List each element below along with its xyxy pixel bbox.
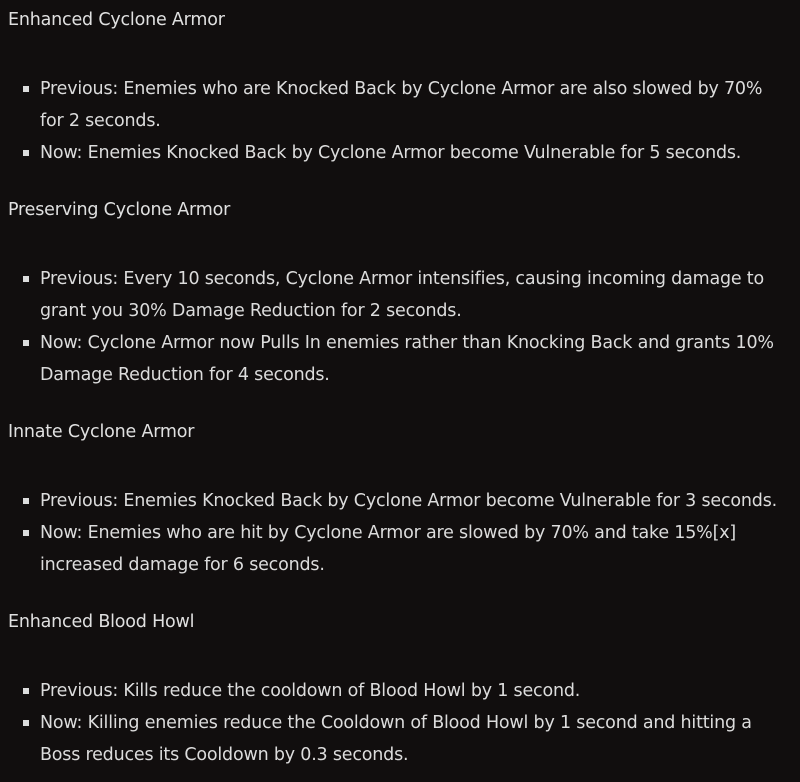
list-item [8, 137, 800, 169]
list-item [8, 675, 800, 707]
list-item [8, 73, 800, 137]
list-item [8, 485, 800, 517]
section-title: Enhanced Cyclone Armor [8, 10, 225, 30]
bullet-icon [23, 340, 29, 346]
change-list [8, 675, 800, 771]
bullet-icon [23, 688, 29, 694]
list-item-text: Now: Enemies Knocked Back by Cyclone Armor become Vulnerable for 5 seconds. [40, 143, 742, 163]
bullet-icon [23, 530, 29, 536]
list-item [8, 327, 800, 391]
bullet-icon [23, 720, 29, 726]
list-item-text: Previous: Kills reduce the cooldown of Blood Howl by 1 second. [40, 681, 581, 701]
list-item-text: Now: Killing enemies reduce the Cooldown of Blood Howl by 1 second and hitting a Boss reduces its Cooldown by 0.3 seconds. [40, 713, 752, 765]
list-item [8, 707, 800, 771]
section-innate-cyclone-armor [8, 419, 800, 581]
list-item [8, 263, 800, 327]
section-enhanced-cyclone-armor [8, 7, 800, 169]
list-item-text: Previous: Every 10 seconds, Cyclone Armor intensifies, causing incoming damage to grant you 30% Damage Reduction for 2 seconds. [40, 269, 764, 321]
change-list [8, 263, 800, 391]
section-title: Enhanced Blood Howl [8, 612, 195, 632]
bullet-icon [23, 86, 29, 92]
list-item [8, 517, 800, 581]
bullet-icon [23, 276, 29, 282]
change-list [8, 485, 800, 581]
list-item-text: Now: Enemies who are hit by Cyclone Armor are slowed by 70% and take 15%[x] increased damage for 6 seconds. [40, 523, 736, 575]
list-item-text: Previous: Enemies Knocked Back by Cyclone Armor become Vulnerable for 3 seconds. [40, 491, 777, 511]
bullet-icon [23, 150, 29, 156]
section-enhanced-blood-howl [8, 609, 800, 771]
section-preserving-cyclone-armor [8, 197, 800, 391]
list-item-text: Previous: Enemies who are Knocked Back by Cyclone Armor are also slowed by 70% for 2 seconds. [40, 79, 763, 131]
section-title: Innate Cyclone Armor [8, 422, 195, 442]
change-list [8, 73, 800, 169]
section-title: Preserving Cyclone Armor [8, 200, 231, 220]
list-item-text: Now: Cyclone Armor now Pulls In enemies rather than Knocking Back and grants 10% Damage Reduction for 4 seconds. [40, 333, 774, 385]
bullet-icon [23, 498, 29, 504]
